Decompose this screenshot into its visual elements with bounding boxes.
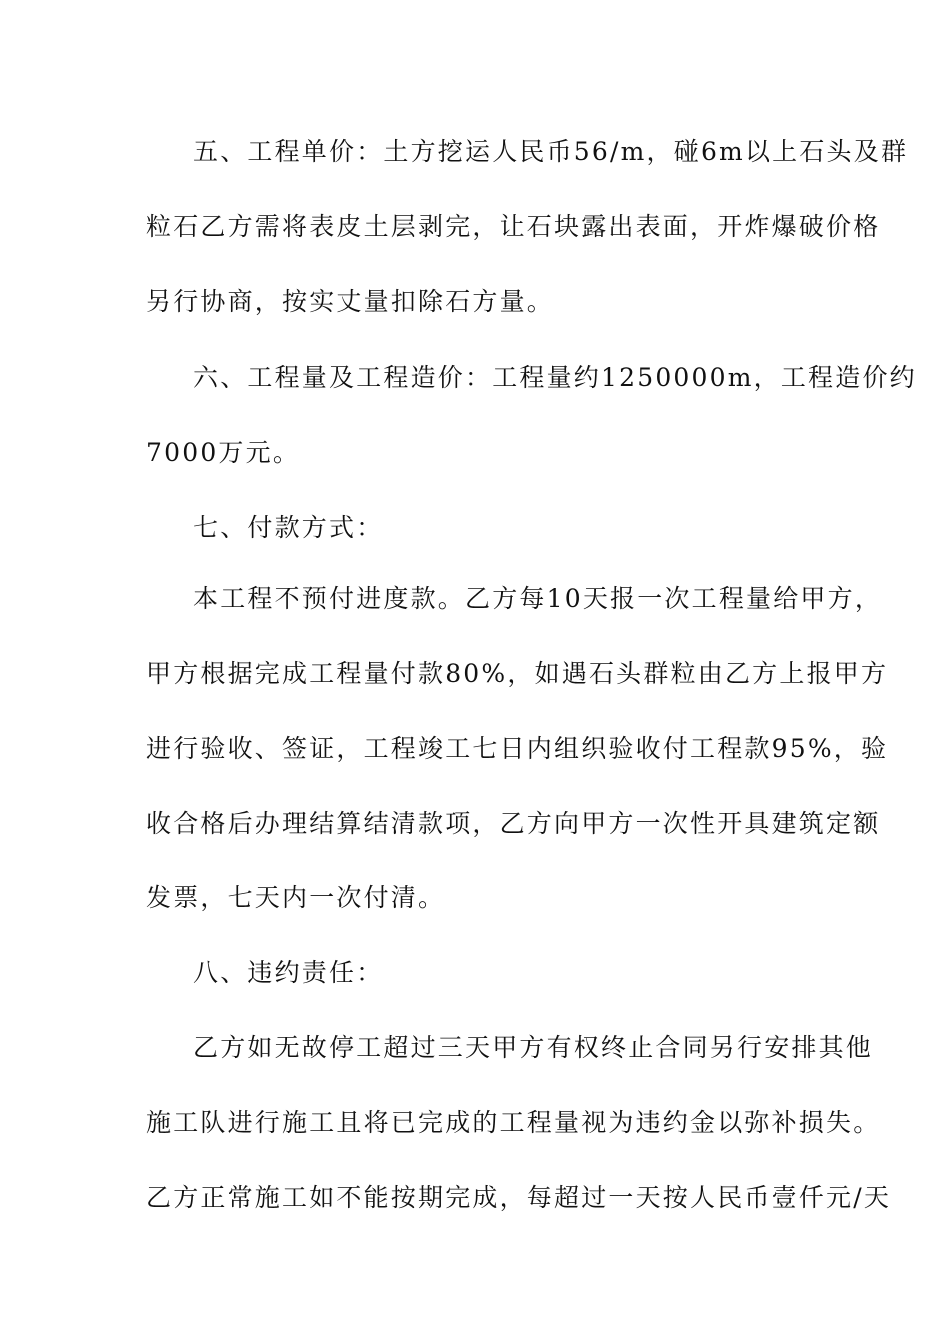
text-line: 发票，七天内一次付清。 [146, 883, 446, 912]
text-line: 7000万元。 [146, 438, 301, 467]
section-heading: 七、付款方式： [193, 513, 384, 542]
text-line: 六、工程量及工程造价：工程量约1250000m，工程造价约 [193, 363, 917, 392]
text-line: 乙方如无故停工超过三天甲方有权终止合同另行安排其他 [193, 1033, 874, 1062]
text-line: 进行验收、签证，工程竣工七日内组织验收付工程款95%，验 [146, 734, 889, 763]
text-line: 收合格后办理结算结清款项，乙方向甲方一次性开具建筑定额 [146, 809, 881, 838]
section-heading: 八、违约责任： [193, 958, 384, 987]
text-line: 粒石乙方需将表皮土层剥完，让石块露出表面，开炸爆破价格 [146, 212, 881, 241]
text-line: 另行协商，按实丈量扣除石方量。 [146, 287, 555, 316]
text-line: 甲方根据完成工程量付款80%，如遇石头群粒由乙方上报甲方 [146, 659, 889, 688]
text-line: 施工队进行施工且将已完成的工程量视为违约金以弥补损失。 [146, 1108, 881, 1137]
text-line: 乙方正常施工如不能按期完成，每超过一天按人民币壹仟元/天 [146, 1183, 892, 1212]
text-line: 本工程不预付进度款。乙方每10天报一次工程量给甲方， [193, 584, 883, 613]
text-line: 五、工程单价：土方挖运人民币56/m，碰6m以上石头及群 [193, 137, 909, 166]
